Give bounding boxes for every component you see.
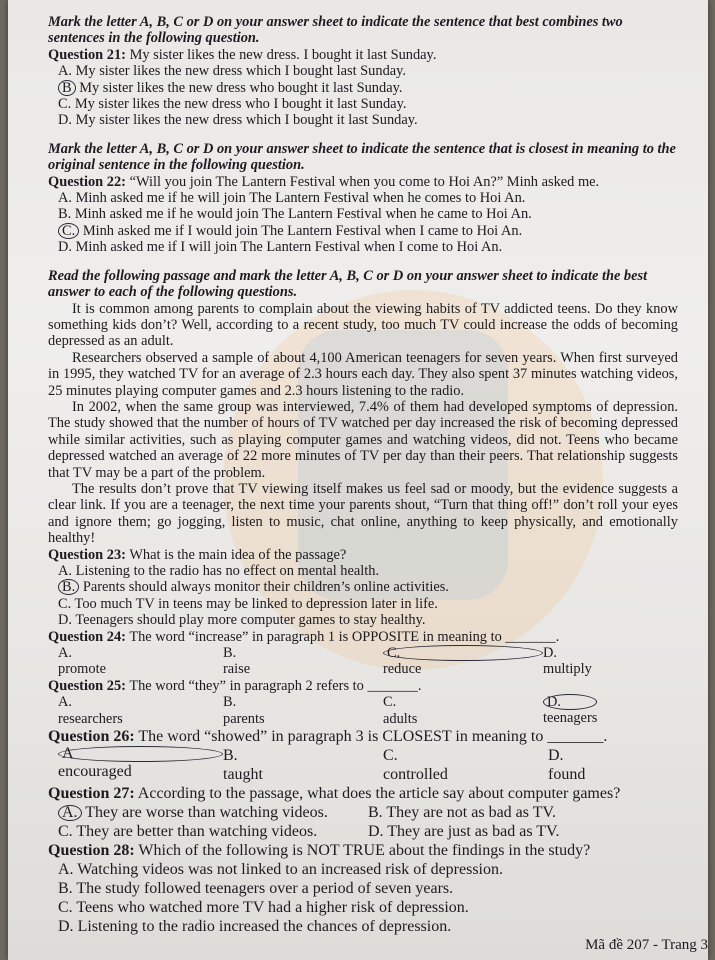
option-25d <box>543 694 597 727</box>
option-letter: C. <box>58 595 72 612</box>
option-text: They are better than watching videos. <box>76 823 318 841</box>
option-28c <box>58 898 678 917</box>
question-stem: The word “showed” in paragraph 3 is CLOSEST in meaning to _______. <box>138 728 608 746</box>
option-letter: B. <box>223 747 238 765</box>
option-text: Too much TV in teens may be linked to depression later in life. <box>74 595 438 612</box>
option-text: My sister likes the new dress which I bought last Sunday. <box>75 63 407 80</box>
option-text: multiply <box>543 661 592 678</box>
option-letter: A. <box>58 694 72 711</box>
option-letter: A. <box>58 63 72 80</box>
option-letter: A. <box>58 861 74 879</box>
question-label: Question 26: <box>48 728 135 746</box>
option-text: found <box>548 766 586 784</box>
option-28a <box>58 860 678 879</box>
option-text: Minh asked me if I would join The Lantern Festival when I came to Hoi An. <box>82 222 523 239</box>
option-text: Minh asked me if I will join The Lantern Festival when I come to Hoi An. <box>75 239 503 256</box>
question-label: Question 22: <box>48 173 126 190</box>
option-24a <box>58 645 223 678</box>
option-28d <box>58 917 678 936</box>
option-text: The study followed teenagers over a period of seven years. <box>76 880 454 898</box>
question-stem: The word “they” in paragraph 2 refers to _______. <box>129 677 422 694</box>
question-28 <box>48 841 678 860</box>
option-23a <box>58 563 678 579</box>
option-text: Parents should always monitor their children’s online activities. <box>82 579 449 596</box>
option-text: Teens who watched more TV had a higher risk of depression. <box>76 899 469 917</box>
instruction-closest: Mark the letter A, B, C or D on your answer sheet to indicate the sentence that is closest in meaning to the original sentence in the following question. <box>48 140 676 174</box>
instruction-passage: Read the following passage and mark the letter A, B, C or D on your answer sheet to indicate the best answer to each of the following questions. <box>48 267 648 301</box>
passage-paragraph-3: In 2002, when the same group was interviewed, 7.4% of them had developed symptoms of depression. The study showed that the number of hours of TV watched per day increased the risk of becoming depressed while similar activities, such as playing computer games and watching videos, did not. Teens who became depressed watched an average of 22 more minutes of TV per day than their peers. That relationship suggests that TV may be a part of the problem. <box>48 398 678 481</box>
option-text: Teenagers should play more computer games to stay healthy. <box>75 612 426 629</box>
option-text: teenagers <box>543 710 598 727</box>
question-27 <box>48 784 678 803</box>
option-letter: B. <box>223 694 237 711</box>
option-text: Minh asked me if he would join The Lantern Festival when he came to Hoi An. <box>74 206 532 223</box>
option-letter: A. <box>58 563 72 579</box>
spacer <box>48 256 678 268</box>
option-25b <box>223 694 383 727</box>
option-letter-circled: B <box>58 80 76 96</box>
option-text: reduce <box>383 661 422 678</box>
options-row-27-1 <box>58 803 678 822</box>
option-26c <box>383 746 548 784</box>
option-23d <box>58 612 678 628</box>
option-letter: D. <box>58 612 72 629</box>
options-row-25 <box>58 694 678 727</box>
option-22a <box>58 190 678 206</box>
option-25a <box>58 694 223 727</box>
question-26 <box>48 727 678 746</box>
option-letter-circled: B. <box>58 579 79 595</box>
option-22c <box>58 223 678 239</box>
option-22d <box>58 239 678 255</box>
option-letter: D. <box>368 823 384 841</box>
question-24 <box>48 629 678 645</box>
option-letter: C. <box>58 899 73 917</box>
option-letter: B. <box>58 880 73 898</box>
question-stem: The word “increase” in paragraph 1 is OPPOSITE in meaning to _______. <box>129 628 560 645</box>
question-stem: Which of the following is NOT TRUE about the findings in the study? <box>138 842 591 860</box>
option-text: researchers <box>58 710 123 727</box>
option-letter-circled: C. <box>383 645 543 661</box>
option-24b <box>223 645 383 678</box>
option-text: They are not as bad as TV. <box>386 804 556 822</box>
question-label: Question 28: <box>48 842 135 860</box>
option-22b <box>58 206 678 222</box>
question-label: Question 23: <box>48 546 126 563</box>
option-letter: A. <box>58 645 72 662</box>
passage-paragraph-4: The results don’t prove that TV viewing itself makes us feel sad or moody, but the evidence suggests a clear link. If you are a teenager, the next time your parents shout, “Turn that thing off!” don’t roll your eyes and ignore them; go jogging, listen to music, chat online, anything to keep physically, and emotionally healthy! <box>48 480 678 547</box>
option-23b <box>58 579 678 595</box>
option-text: My sister likes the new dress which I bought it last Sunday. <box>75 112 418 129</box>
option-text: Listening to the radio has no effect on mental health. <box>75 563 380 579</box>
lower-section <box>48 727 678 936</box>
option-letter: A. <box>58 190 72 207</box>
option-26b <box>223 746 383 784</box>
option-letter-circled: A. <box>58 805 82 821</box>
option-letter: D. <box>58 112 72 129</box>
option-27b <box>368 803 678 822</box>
option-26a <box>58 746 223 784</box>
option-text: Minh asked me if he will join The Lantern Festival when he comes to Hoi An. <box>75 190 526 207</box>
option-letter: D. <box>548 747 564 765</box>
option-24d <box>543 645 592 678</box>
question-23 <box>48 547 678 563</box>
options-row-24 <box>58 645 678 678</box>
option-27c <box>58 822 368 841</box>
option-letter: D. <box>58 918 74 936</box>
option-letter: B. <box>368 804 383 822</box>
option-text: promote <box>58 661 106 678</box>
exam-sheet <box>8 0 708 960</box>
question-stem: My sister likes the new dress. I bought it last Sunday. <box>129 46 437 63</box>
option-21c <box>58 96 678 112</box>
option-23c <box>58 596 678 612</box>
exam-page <box>48 14 678 936</box>
option-text: My sister likes the new dress who bought it last Sunday. <box>79 79 403 96</box>
option-28b <box>58 879 678 898</box>
option-letter: C. <box>383 694 397 711</box>
option-text: raise <box>223 661 251 678</box>
passage-paragraph-1: It is common among parents to complain about the viewing habits of TV addicted teens. Do they know something kids don’t? Well, according to a recent study, too much TV could increase the odds of becoming depressed as an adult. <box>48 300 678 350</box>
question-label: Question 27: <box>48 785 135 803</box>
question-stem: What is the main idea of the passage? <box>129 546 347 563</box>
option-text: My sister likes the new dress who I bought it last Sunday. <box>74 96 407 113</box>
option-27d <box>368 822 678 841</box>
option-letter: B. <box>58 206 72 223</box>
question-25 <box>48 678 678 694</box>
question-label: Question 24: <box>48 628 126 645</box>
option-letter-circled: A <box>58 746 223 762</box>
page-footer: Mã đề 207 - Trang 3 <box>585 937 708 953</box>
option-text: They are worse than watching videos. <box>85 804 328 822</box>
instruction-combine: Mark the letter A, B, C or D on your answer sheet to indicate the sentence that best combines two sentences in the following question. <box>48 14 623 47</box>
option-25c <box>383 694 543 727</box>
spacer <box>48 129 678 141</box>
option-text: Listening to the radio increased the chances of depression. <box>77 918 452 936</box>
option-letter-circled: D. <box>543 694 597 710</box>
option-text: They are just as bad as TV. <box>387 823 560 841</box>
option-27a <box>58 803 368 822</box>
options-row-26 <box>58 746 678 784</box>
option-letter: B. <box>223 645 237 662</box>
option-letter: C. <box>58 823 73 841</box>
option-text: adults <box>383 710 418 727</box>
option-letter: C. <box>58 96 72 113</box>
options-row-27-2 <box>58 822 678 841</box>
option-text: parents <box>223 710 265 727</box>
option-21a <box>58 63 678 79</box>
question-21 <box>48 47 678 63</box>
option-letter-circled: C. <box>58 223 79 239</box>
question-label: Question 25: <box>48 677 126 694</box>
option-26d <box>548 746 585 784</box>
question-stem: According to the passage, what does the article say about computer games? <box>137 785 621 803</box>
question-label: Question 21: <box>48 46 126 63</box>
option-24c <box>383 645 543 678</box>
option-text: encouraged <box>58 763 132 781</box>
passage-paragraph-2: Researchers observed a sample of about 4,100 American teenagers for seven years. When first surveyed in 1995, they watched TV for an average of 2.3 hours each day. They also spent 37 minutes watching videos, 25 minutes playing computer games and 2.3 hours listening to the radio. <box>48 349 678 399</box>
option-text: controlled <box>383 766 448 784</box>
option-21d <box>58 112 678 128</box>
question-22 <box>48 174 678 190</box>
option-21b <box>58 80 678 96</box>
option-letter: D. <box>543 645 557 662</box>
option-letter: D. <box>58 239 72 256</box>
question-stem: “Will you join The Lantern Festival when you come to Hoi An?” Minh asked me. <box>129 173 600 190</box>
option-text: taught <box>223 766 263 784</box>
option-text: Watching videos was not linked to an increased risk of depression. <box>77 861 503 879</box>
option-letter: C. <box>383 747 398 765</box>
